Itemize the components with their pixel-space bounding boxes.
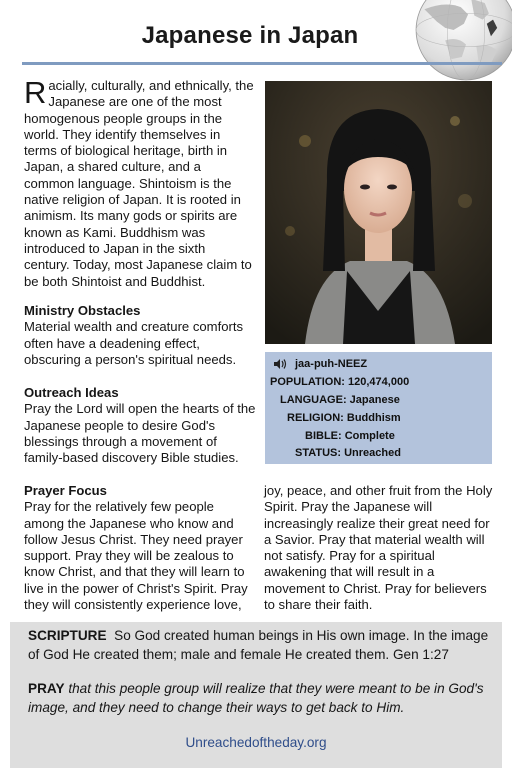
speaker-icon[interactable] [273,358,287,370]
title-divider [22,62,502,65]
religion: RELIGION: Buddhism [287,412,401,424]
portrait-photo [265,81,492,344]
drop-cap: R [24,75,47,110]
scripture-label: SCRIPTURE [28,628,107,643]
globe-icon [414,0,512,82]
pray-request: that this people group will realize that they were meant to be in God's image, and they need to change their ways to get back to Him. [28,681,484,715]
section-heading: Outreach Ideas [24,385,119,400]
pray-text [28,679,490,717]
prayer-focus-continued: joy, peace, and other fruit from the Holy Spirit. Pray the Japanese will increasingly realize their great need for a Savior. Pray that material wealth will not satisfy. Pray for a spiritual awakening that will result in a movement to Christ. Pray for believers to share their faith. [264,483,493,613]
intro-text: acially, culturally, and ethnically, the Japanese are one of the most homogenous people groups in the world. They identify themselves in terms of biological heritage, birth in Japan, a shared culture, and a common language. Shintoism is the native religion of Japan. It is rooted in animism. Its many gods or spirits are known as Kami. Buddhism was introduced to Japan in the sixth century. Today, most Japanese claim to be both Shintoist and Buddhist. [24,78,254,289]
pray-label: PRAY [28,681,65,696]
prayer-focus-section [24,483,256,613]
people-group-infobox [265,352,492,464]
outreach-ideas-section [24,385,256,466]
reach-status: STATUS: Unreached [295,447,401,459]
website-link[interactable]: Unreachedoftheday.org [185,735,327,750]
section-heading: Prayer Focus [24,483,107,498]
ministry-obstacles-section [24,303,256,368]
population: POPULATION: 120,474,000 [270,376,410,388]
intro-paragraph [24,75,254,290]
scripture-verse: So God created human beings in His own image. In the image of God He created them; male and female He created them. Gen 1:27 [28,628,489,662]
section-text: Pray for the relatively few people among the Japanese who know and follow Jesus Christ. They need prayer support. Pray they will be zealous to know Christ, and that they will learn to live in the power of Christ's Spirit. Pray they will consistently experience love, [24,499,248,613]
pronunciation: jaa-puh-NEEZ [295,358,368,370]
language: LANGUAGE: Japanese [280,394,400,406]
section-text: Pray the Lord will open the hearts of the Japanese people to desire God's blessings through a movement of family-based discovery Bible studies. [24,401,256,466]
page-title: Japanese in Japan [141,22,359,49]
section-text: Material wealth and creature comforts often have a deadening effect, obscuring a person's spiritual needs. [24,319,244,367]
scripture-text [28,626,490,664]
bible-status: BIBLE: Complete [305,430,395,442]
section-heading: Ministry Obstacles [24,303,141,318]
